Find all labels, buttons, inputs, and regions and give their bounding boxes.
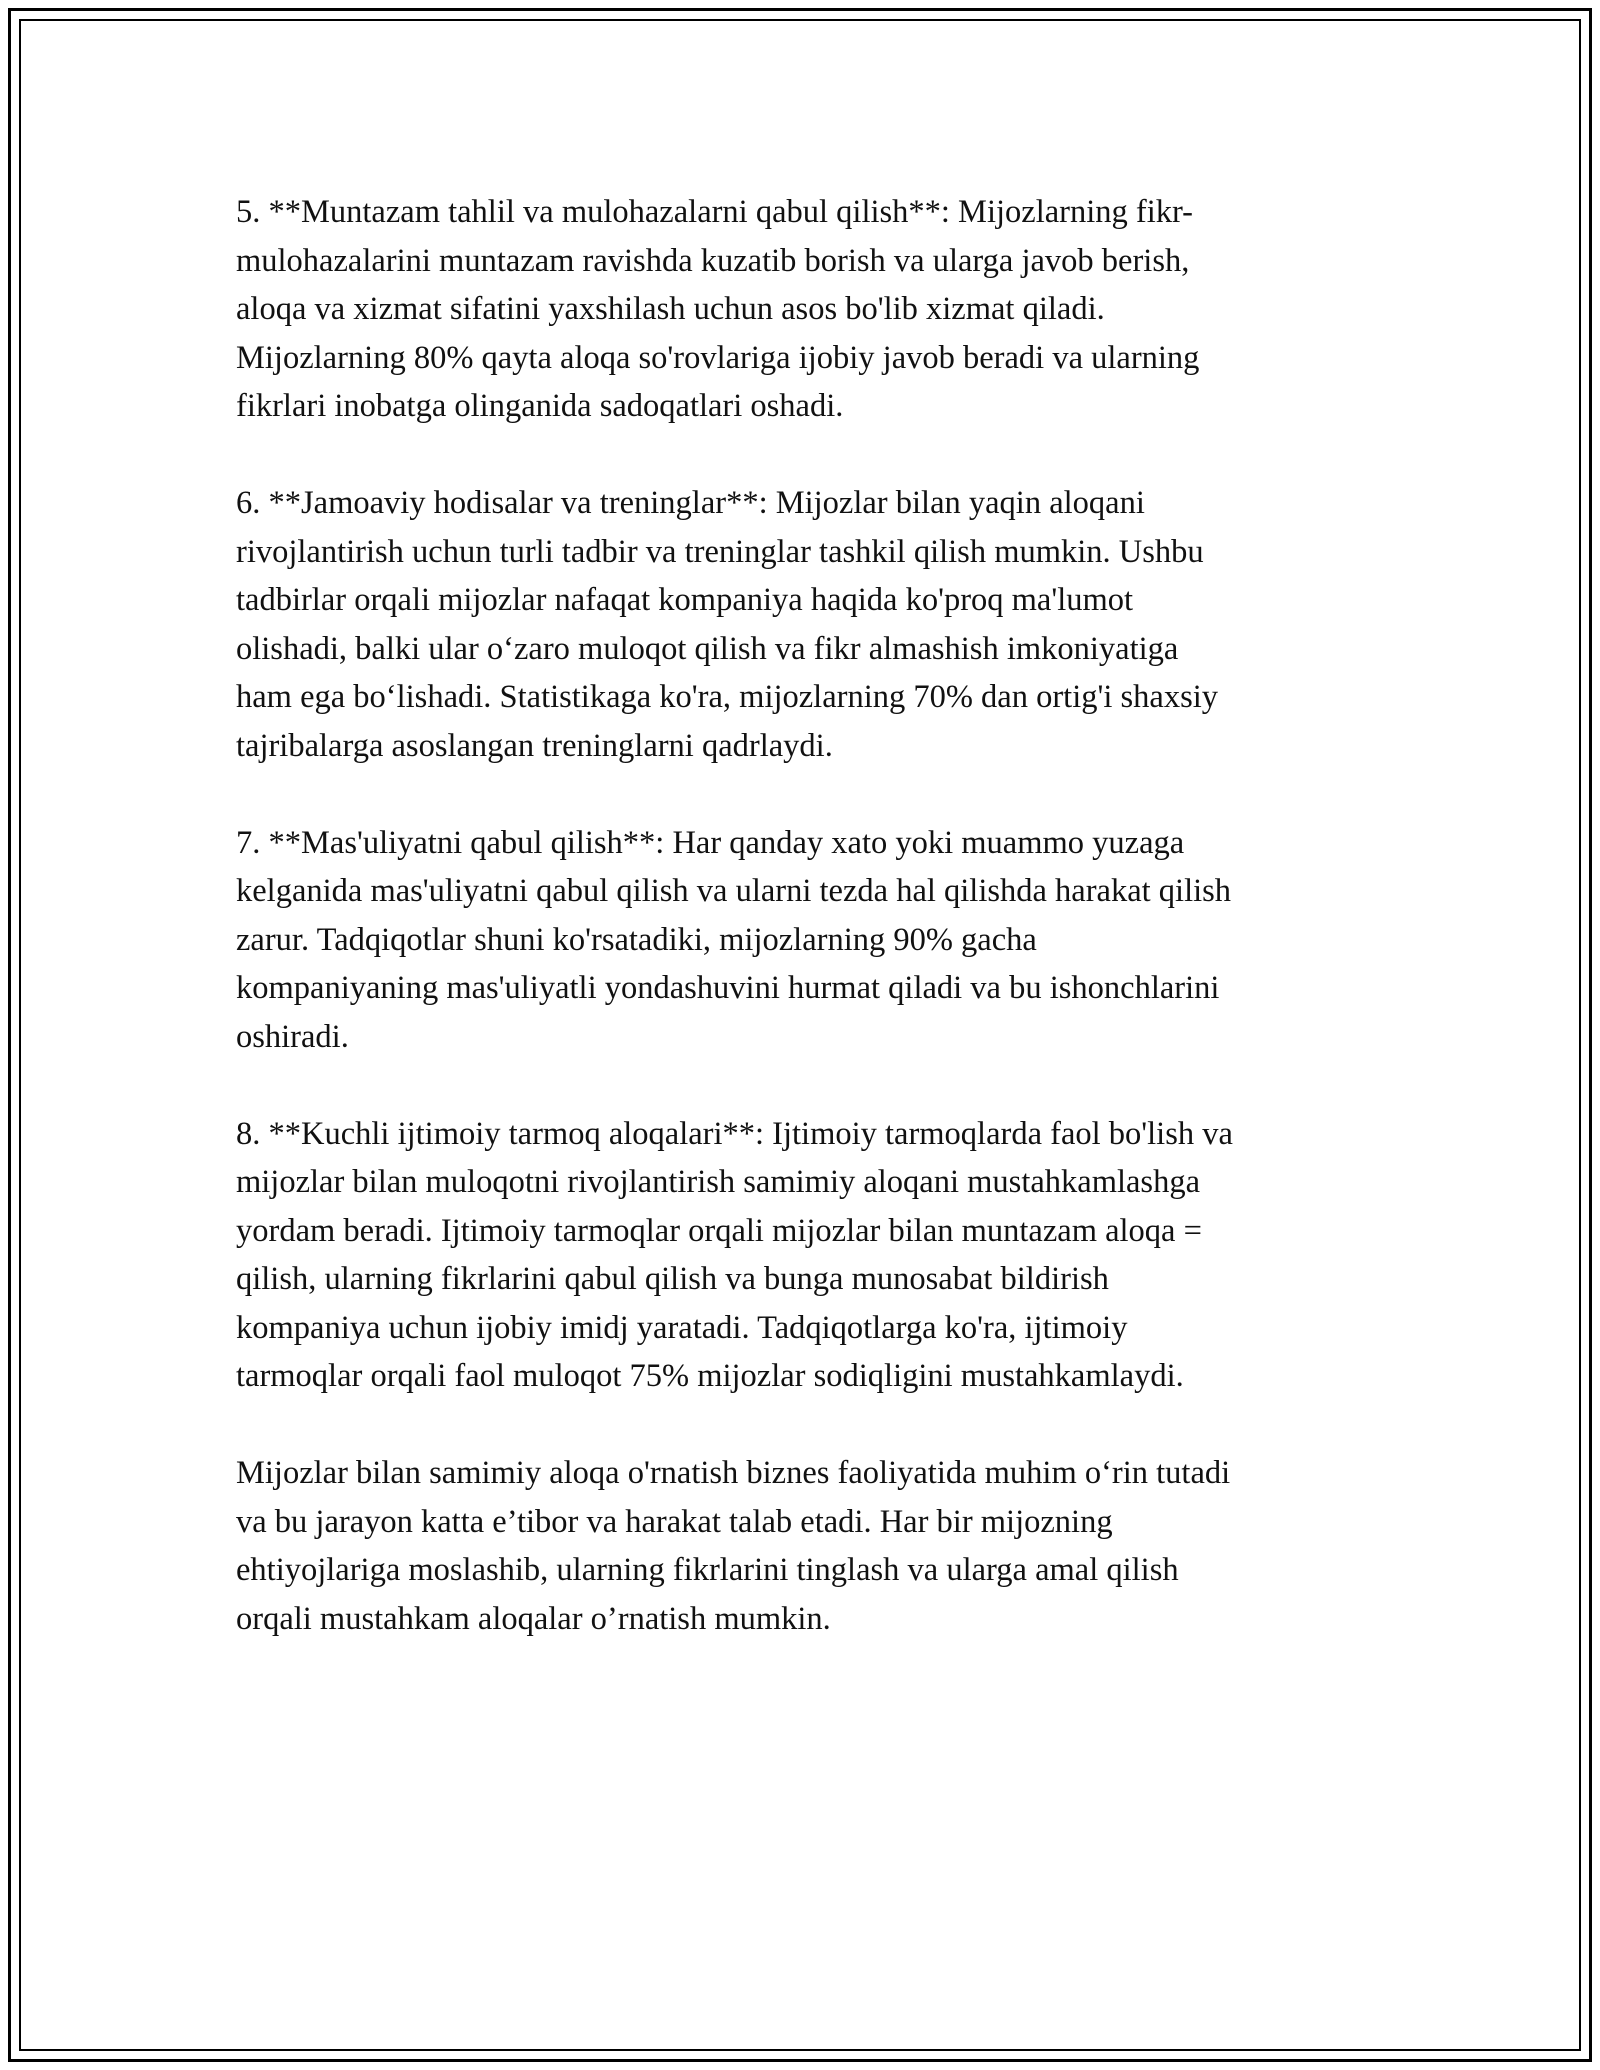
paragraph-item-8: 8. **Kuchli ijtimoiy tarmoq aloqalari**: Ijtimoiy tarmoqlarda faol bo'lish va mijozlar bilan muloqotni rivojlantirish samimiy aloqani mustahkamlashga yordam beradi. Ijtimoiy tarmoqlar orqali mijozlar bilan muntazam aloqa = qilish, ularning fikrlarini qabul qilish va bunga munosabat bildirish kompaniya uchun ijobiy imidj yaratadi. Tadqiqotlarga ko'ra, ijtimoiy tarmoqlar orqali faol muloqot 75% mijozlar sodiqligini mustahkamlaydi.	[236, 1115, 1233, 1394]
paragraph-item-7: 7. **Mas'uliyatni qabul qilish**: Har qanday xato yoki muammo yuzaga kelganida mas'uliyatni qabul qilish va ularni tezda hal qilishda harakat qilish zarur. Tadqiqotlar shuni ko'rsatadiki, mijozlarning 90% gacha kompaniyaning mas'uliyatli yondashuvini hurmat qiladi va bu ishonchlarini oshiradi.	[236, 824, 1232, 1055]
paragraph-conclusion: Mijozlar bilan samimiy aloqa o'rnatish biznes faoliyatida muhim o‘rin tutadi va bu jarayon katta e’tibor va harakat talab etadi. Har bir mijozning ehtiyojlariga moslashib, ularning fikrlarini tinglash va ularga amal qilish orqali mustahkam aloqalar o’rnatish mumkin.	[236, 1455, 1231, 1637]
document-body	[236, 188, 1386, 1692]
paragraph-item-5: 5. **Muntazam tahlil va mulohazalarni qabul qilish**: Mijozlarning fikr- mulohazalarini muntazam ravishda kuzatib borish va ularga javob berish, aloqa va xizmat sifatini yaxshilash uchun asos bo'lib xizmat qiladi. Mijozlarning 80% qayta aloqa so'rovlariga ijobiy javob beradi va ularning fikrlari inobatga olinganida sadoqatlari oshadi.	[236, 194, 1200, 424]
paragraph-item-6: 6. **Jamoaviy hodisalar va treninglar**: Mijozlar bilan yaqin aloqani rivojlantirish uchun turli tadbir va treninglar tashkil qilish mumkin. Ushbu tadbirlar orqali mijozlar nafaqat kompaniya haqida ko'proq ma'lumot olishadi, balki ular o‘zaro muloqot qilish va fikr almashish imkoniyatiga ham ega bo‘lishadi. Statistikaga ko'ra, mijozlarning 70% dan ortig'i shaxsiy tajribalarga asoslangan treninglarni qadrlaydi.	[236, 485, 1218, 764]
